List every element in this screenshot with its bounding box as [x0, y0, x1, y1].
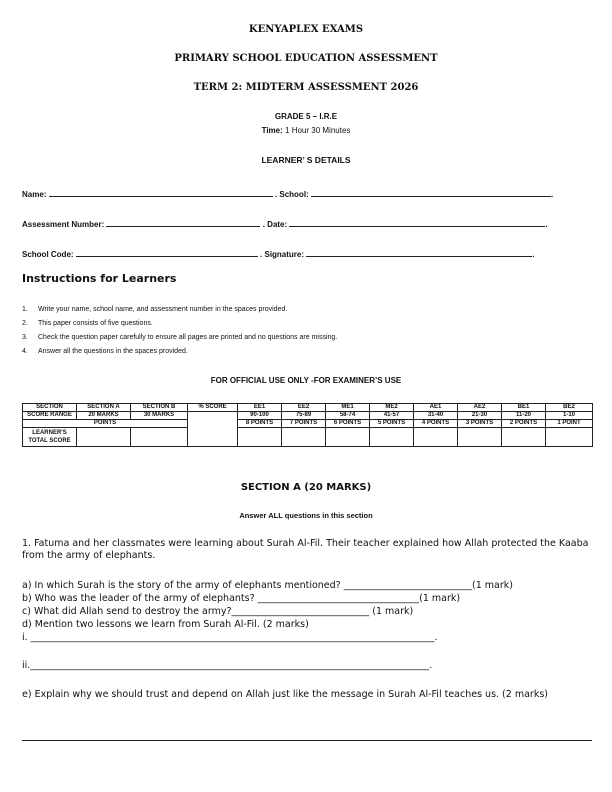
date-label: . Date:: [262, 220, 288, 229]
name-field[interactable]: [49, 188, 273, 197]
question-1b: b) Who was the leader of the army of elephants? __________________________________(1 mark): [22, 593, 461, 604]
instruction-item: 4. Answer all the questions in the spaces provided.: [22, 348, 188, 355]
instruction-item: 3. Check the question paper carefully to ensure all pages are printed and no questions are missing.: [22, 334, 338, 341]
score-table: [22, 403, 593, 447]
time-value: 1 Hour 30 Minutes: [285, 126, 351, 135]
name-label: Name:: [22, 190, 47, 199]
date-field[interactable]: [289, 218, 545, 227]
instruction-item: 2. This paper consists of five questions.: [22, 320, 153, 327]
percent-score-cell[interactable]: [188, 412, 238, 447]
section-a-score-cell[interactable]: [77, 428, 131, 447]
instructions-title: Instructions for Learners: [22, 272, 177, 285]
question-1e: e) Explain why we should trust and depend on Allah just like the message in Surah Al-Fil teaches us. (2 marks): [22, 689, 548, 700]
section-a-title: SECTION A (20 MARKS): [240, 482, 372, 493]
table-row: [23, 428, 593, 447]
official-use-title: FOR OFFICIAL USE ONLY -FOR EXAMINER’S USE: [210, 376, 402, 385]
org-title: KENYAPLEX EXAMS: [248, 24, 364, 35]
school-label: . School:: [274, 190, 309, 199]
answer-line-i[interactable]: i. _____________________________________________________________________________________.: [22, 632, 438, 643]
assessment-number-field[interactable]: [106, 218, 260, 227]
grade-label: GRADE 5 – I.R.E: [274, 112, 338, 121]
section-a-instruction: Answer ALL questions in this section: [239, 511, 373, 520]
school-field[interactable]: [311, 188, 551, 197]
learner-details-title: LEARNER’ S DETAILS: [261, 155, 351, 165]
answer-line-ii[interactable]: ii.____________________________________________________________________________________.: [22, 660, 433, 671]
code-signature-row: School Code: . Signature: .: [22, 250, 535, 259]
table-row: SECTION SECTION A SECTION B % SCORE EE1 EE2 ME1 ME2 AE1 AE2 BE1 BE2: [23, 404, 593, 412]
assessment-title: PRIMARY SCHOOL EDUCATION ASSESSMENT: [174, 53, 438, 64]
total-score-label: LEARNER'S TOTAL SCORE: [23, 428, 77, 447]
question-1-intro: 1. Fatuma and her classmates were learning about Surah Al-Fil. Their teacher explained how Allah protected the Kaaba from the army of elephants.: [22, 538, 589, 561]
assessment-date-row: Assessment Number: . Date: .: [22, 220, 548, 229]
time-label: Time:: [261, 126, 283, 135]
question-1d: d) Mention two lessons we learn from Surah Al-Fil. (2 marks): [22, 619, 309, 630]
name-school-row: Name: . School: .: [22, 190, 554, 199]
term-title: TERM 2: MIDTERM ASSESSMENT 2026: [193, 82, 419, 93]
answer-line-e[interactable]: [22, 740, 592, 741]
table-row: POINTS 8 POINTS 7 POINTS 6 POINTS 5 POINTS 4 POINTS 3 POINTS 2 POINTS 1 POINT: [23, 420, 593, 428]
instruction-item: 1. Write your name, school name, and assessment number in the spaces provided.: [22, 306, 288, 313]
section-b-score-cell[interactable]: [131, 428, 188, 447]
school-code-field[interactable]: [76, 248, 258, 257]
question-1a: a) In which Surah is the story of the army of elephants mentioned? ___________________________(1 mark): [22, 580, 513, 591]
question-1c: c) What did Allah send to destroy the army?_____________________________ (1 mark): [22, 606, 414, 617]
time-line: [0, 126, 612, 135]
signature-field[interactable]: [306, 248, 532, 257]
assessment-number-label: Assessment Number:: [22, 220, 105, 229]
table-row: SCORE RANGE 20 MARKS 30 MARKS 90-100 75-89 58-74 41-57 31-40 21-30 11-20 1-10: [23, 412, 593, 420]
school-code-label: School Code:: [22, 250, 74, 259]
signature-label: . Signature:: [260, 250, 305, 259]
